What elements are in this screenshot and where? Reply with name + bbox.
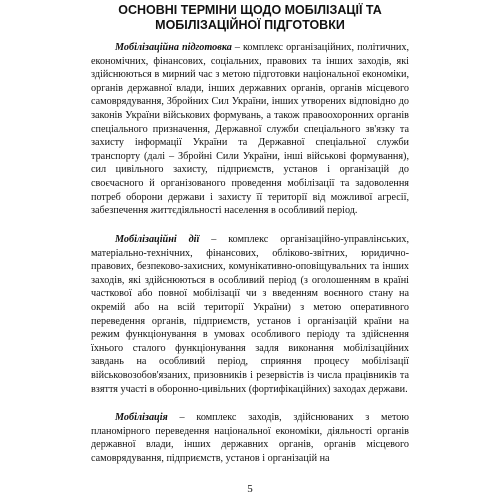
- paragraph-mobilization-preparation: [91, 41, 409, 218]
- title-line-1: ОСНОВНІ ТЕРМІНИ ЩОДО МОБІЛІЗАЦІЇ ТА: [118, 3, 382, 17]
- term-mobilization-preparation: Мобілізаційна підготовка: [115, 42, 232, 53]
- paragraph-mobilization-actions: [91, 233, 409, 396]
- definition-mobilization: – комплекс заходів, здійснюваних з метою планомірного переведення національної економіки, діяльності органів державної влади, інших державних органів, органів місцевого самоврядування, підприємств, установ і організацій на: [91, 412, 409, 464]
- term-mobilization: Мобілізація: [115, 412, 168, 423]
- definition-mobilization-preparation: – комплекс організаційних, політичних, економічних, фінансових, соціальних, правових та інших заходів, які здійснюються в мирний час з метою підготовки національної економіки, органів державної влади, інших державних органів, органів місцевого самоврядування, Збройних Сил України, інших утворених відповідно до законів України військових формувань, а також правоохоронних органів спеціального призначення, Державної служби спеціального зв'язку та захисту інформації України та Державної спеціальної служби транспорту (далі – Збройні Сили України, інші військові формування), сил цивільного захисту, підприємств, установ і організацій до своєчасного й організованого проведення мобілізації та задоволення потреб оборони держави і захисту її території від можливої агресії, забезпечення життєдіяльності населення в особливий період.: [91, 42, 409, 217]
- paragraph-mobilization: [91, 411, 409, 465]
- document-title: [60, 3, 440, 33]
- term-mobilization-actions: Мобілізаційні дії: [115, 234, 200, 245]
- title-line-2: МОБІЛІЗАЦІЙНОЇ ПІДГОТОВКИ: [155, 18, 345, 32]
- definition-mobilization-actions: – комплекс організаційно-управлінських, матеріально-технічних, фінансових, обліково-звітних, юридично-правових, безпеково-захисних, комунікативно-оповіщувальних та інших заходів, які здійснюються в особливий період (з оголошенням в країні часткової або повної мобілізації чи з введенням воєнного стану на окремій або на всій території України) з метою оперативного переведення органів, підприємств, установ і організацій країни на режим функціонування в умовах особливого періоду та здійснення їхнього сталого функціонування задля виконання мобілізаційних завдань на особливий період, сприяння процесу мобілізації військовозобов'язаних, призовників і резервістів із числа працівників та взяття участі в оборонно-цивільних (фортифікаційних) заходах держави.: [91, 234, 409, 395]
- page-number: 5: [247, 483, 253, 495]
